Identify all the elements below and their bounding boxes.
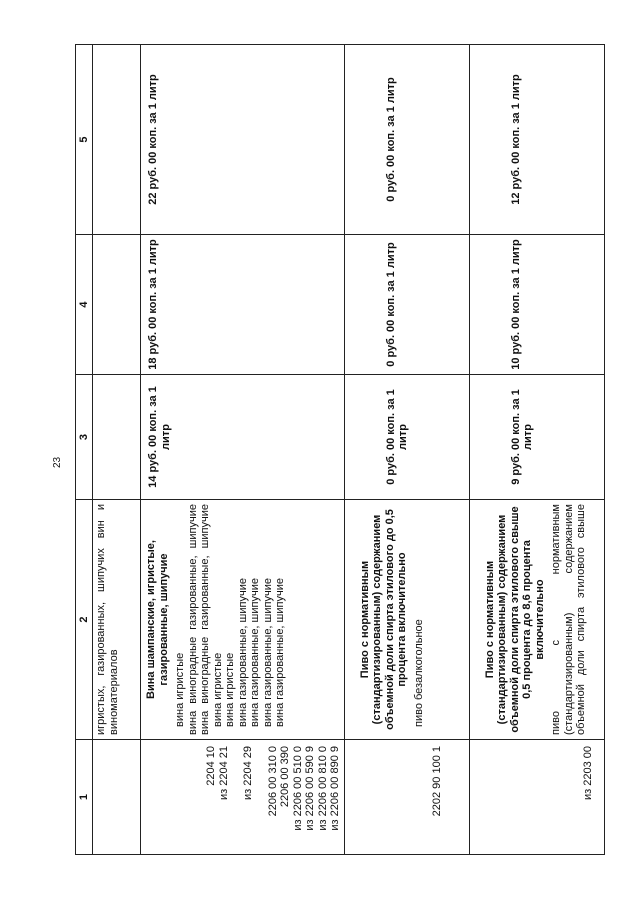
rotated-page [75, 45, 605, 855]
item-text: вина игристые [174, 652, 186, 727]
rate-cell: 10 руб. 00 коп. за 1 литр [469, 235, 605, 375]
product-code: из 2206 00 810 0 [316, 746, 329, 831]
product-code: 2202 90 100 1 [430, 746, 443, 817]
product-code: из 2204 21 [217, 746, 230, 801]
description-cell [469, 500, 605, 740]
rate-cell: 0 руб. 00 коп. за 1 литр [344, 375, 469, 500]
rate-cell: 9 руб. 00 коп. за 1 литр [469, 375, 605, 500]
rate-cell [93, 375, 141, 500]
description-cell [141, 500, 345, 740]
product-code: 2204 10 [205, 746, 217, 786]
table-row [344, 45, 469, 855]
excise-rate-table [75, 44, 605, 855]
item-text: пиво безалкогольное [412, 619, 425, 727]
rate-cell [93, 45, 141, 235]
code-cell [344, 740, 469, 855]
description-cell [344, 500, 469, 740]
item-text: вина газированные, шипучие [261, 578, 274, 727]
rate-cell: 12 руб. 00 коп. за 1 литр [469, 45, 605, 235]
item-text: пиво с нормативным (стандартизированным) содержанием объемной доли спирта этилового свыше [550, 504, 587, 735]
continued-description: игристых, газированных, шипучих вин и виноматериалов [95, 504, 120, 735]
code-cell [469, 740, 605, 855]
item-text: вина игристые [224, 652, 236, 727]
rate-cell: 0 руб. 00 коп. за 1 литр [344, 45, 469, 235]
col-header-3: 3 [76, 375, 93, 500]
item-text: вина виноградные газированные, шипучие [199, 504, 211, 735]
product-code: из 2206 00 510 0 [291, 746, 304, 831]
table-row [93, 45, 141, 855]
group-heading: Пиво с нормативным (стандартизированным) содержанием объемной доли спирта этилового свыше 0,5 процента до 8,6 процента включительно [483, 506, 546, 733]
table-row [141, 45, 345, 855]
product-code: 2206 00 390 [279, 746, 291, 808]
col-header-4: 4 [76, 235, 93, 375]
code-cell [141, 740, 345, 855]
rate-cell: 14 руб. 00 коп. за 1 литр [141, 375, 345, 500]
rate-cell: 0 руб. 00 коп. за 1 литр [344, 235, 469, 375]
item-text: вина игристые [211, 652, 224, 727]
column-header-row [76, 45, 93, 855]
col-header-1: 1 [76, 740, 93, 855]
item-text: вина газированные, шипучие [236, 578, 249, 727]
product-code: из 2203 00 [581, 746, 594, 801]
rate-cell: 18 руб. 00 коп. за 1 литр [141, 235, 345, 375]
code-cell [93, 740, 141, 855]
item-text: вина газированные, шипучие [274, 578, 286, 727]
item-text: вина газированные, шипучие [249, 578, 261, 727]
product-code: из 2206 00 590 9 [304, 746, 316, 831]
item-text: вина виноградные газированные, шипучие [186, 504, 199, 735]
group-heading: Вина шампанские, игристые, газированные, шипучие [145, 540, 170, 699]
product-code: 2206 00 310 0 [266, 746, 279, 817]
description-cell [93, 500, 141, 740]
rate-cell [93, 235, 141, 375]
page-number: 23 [52, 456, 63, 468]
rate-cell: 22 руб. 00 коп. за 1 литр [141, 45, 345, 235]
product-code: из 2206 00 890 9 [329, 746, 341, 831]
col-header-2: 2 [76, 500, 93, 740]
table-row [469, 45, 605, 855]
col-header-5: 5 [76, 45, 93, 235]
group-heading: Пиво с нормативным (стандартизированным) содержанием объемной доли спирта этилового до 0,5 процента включительно [358, 509, 408, 730]
product-code: из 2204 29 [242, 746, 254, 801]
